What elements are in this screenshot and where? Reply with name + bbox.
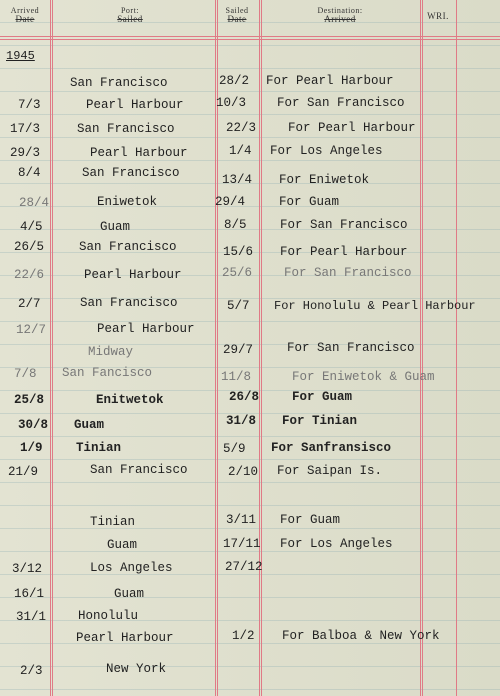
header-arrived-label: Arrived [10,6,40,15]
destination-cell: For San Francisco [280,218,408,232]
sailed-cell: 8/5 [224,218,247,232]
port-cell: San Francisco [80,296,178,310]
port-cell: Enitwetok [96,393,164,407]
sailed-cell: 29/4 [215,195,246,209]
column-rule [420,0,421,696]
arrived-cell: 7/8 [14,367,37,381]
port-cell: Los Angeles [90,561,173,575]
arrived-cell: 2/7 [18,297,41,311]
port-cell: Guam [74,418,105,432]
sailed-cell: 31/8 [226,414,257,428]
header-port-sailed: Sailed [117,14,143,24]
port-cell: Tinian [90,515,136,529]
sailed-cell: 28/2 [219,74,250,88]
column-rule [456,0,457,696]
arrived-cell: 12/7 [16,323,47,337]
arrived-cell: 17/3 [10,122,41,136]
port-cell: Pearl Harbour [97,322,195,336]
destination-cell: For Eniwetok [279,173,370,187]
sailed-cell: 25/6 [222,266,253,280]
destination-cell: For San Francisco [287,341,415,355]
sailed-cell: 5/7 [227,299,250,313]
sailed-cell: 1/2 [232,629,255,643]
arrived-cell: 7/3 [18,98,41,112]
sailed-cell: 5/9 [223,442,246,456]
port-cell: New York [106,662,167,676]
header-arrived-date: Date [15,14,35,24]
header-arrived [4,6,46,24]
destination-cell: For Sanfransisco [271,441,392,455]
destination-cell: For Pearl Harbour [266,74,394,88]
arrived-cell: 1/9 [20,441,43,455]
port-cell: Pearl Harbour [76,631,174,645]
destination-cell: For Los Angeles [270,144,383,158]
arrived-cell: 2/3 [20,664,43,678]
destination-cell: For Pearl Harbour [288,121,416,135]
arrived-cell: 31/1 [16,610,47,624]
port-cell: San Francisco [70,76,168,90]
port-cell: San Francisco [77,122,175,136]
header-port-label: Port: [120,6,140,15]
destination-cell: For San Francisco [284,266,412,280]
arrived-cell: 22/6 [14,268,45,282]
port-cell: Pearl Harbour [90,146,188,160]
arrived-cell: 16/1 [14,587,45,601]
port-cell: San Francisco [90,463,188,477]
port-cell: San Fancisco [62,366,153,380]
header-port [90,6,170,24]
column-rule [50,0,51,696]
sailed-cell: 15/6 [223,245,254,259]
port-cell: Guam [114,587,145,601]
destination-cell: For Tinian [282,414,358,428]
arrived-cell: 26/5 [14,240,45,254]
header-sailed [217,6,257,24]
destination-cell: For San Francisco [277,96,405,110]
port-cell: Guam [107,538,138,552]
arrived-cell: 3/12 [12,562,43,576]
arrived-cell: 8/4 [18,166,41,180]
sailed-cell: 11/8 [221,370,252,384]
arrived-cell: 4/5 [20,220,43,234]
port-cell: San Francisco [82,166,180,180]
destination-cell: For Eniwetok & Guam [292,370,435,384]
arrived-cell: 29/3 [10,146,41,160]
sailed-cell: 27/12 [225,560,263,574]
arrived-cell: 21/9 [8,465,39,479]
arrived-cell: 28/4 [19,196,50,210]
sailed-cell: 26/8 [229,390,260,404]
arrived-cell: 30/8 [18,418,49,432]
sailed-cell: 3/11 [226,513,257,527]
destination-cell: For Guam [292,390,353,404]
port-cell: Pearl Harbour [84,268,182,282]
header-sailed-label: Sailed [225,6,249,15]
port-cell: Pearl Harbour [86,98,184,112]
destination-cell: For Los Angeles [280,537,393,551]
port-cell: San Francisco [79,240,177,254]
sailed-cell: 2/10 [228,465,259,479]
port-cell: Midway [88,345,134,359]
header-wri: WRI. [427,11,449,21]
sailed-cell: 10/3 [216,96,247,110]
header-rule [0,39,500,40]
port-cell: Guam [100,220,131,234]
year-label: 1945 [6,49,35,63]
header-destination-arrived: Arrived [324,14,356,24]
port-cell: Honolulu [78,609,139,623]
port-cell: Tinian [76,441,122,455]
destination-cell: For Pearl Harbour [280,245,408,259]
column-rule [259,0,260,696]
header-destination-label: Destination: [317,6,363,15]
destination-cell: For Balboa & New York [282,629,440,643]
header-rule [0,36,500,37]
destination-cell: For Guam [280,513,341,527]
sailed-cell: 13/4 [222,173,253,187]
port-cell: Eniwetok [97,195,158,209]
destination-cell: For Saipan Is. [277,464,383,478]
arrived-cell: 25/8 [14,393,45,407]
sailed-cell: 1/4 [229,144,252,158]
destination-cell: For Guam [279,195,340,209]
destination-cell: For Honolulu & Pearl Harbour [274,299,476,313]
sailed-cell: 29/7 [223,343,254,357]
sailed-cell: 22/3 [226,121,257,135]
sailed-cell: 17/11 [223,537,261,551]
header-destination [290,6,390,24]
header-sailed-date: Date [227,14,247,24]
